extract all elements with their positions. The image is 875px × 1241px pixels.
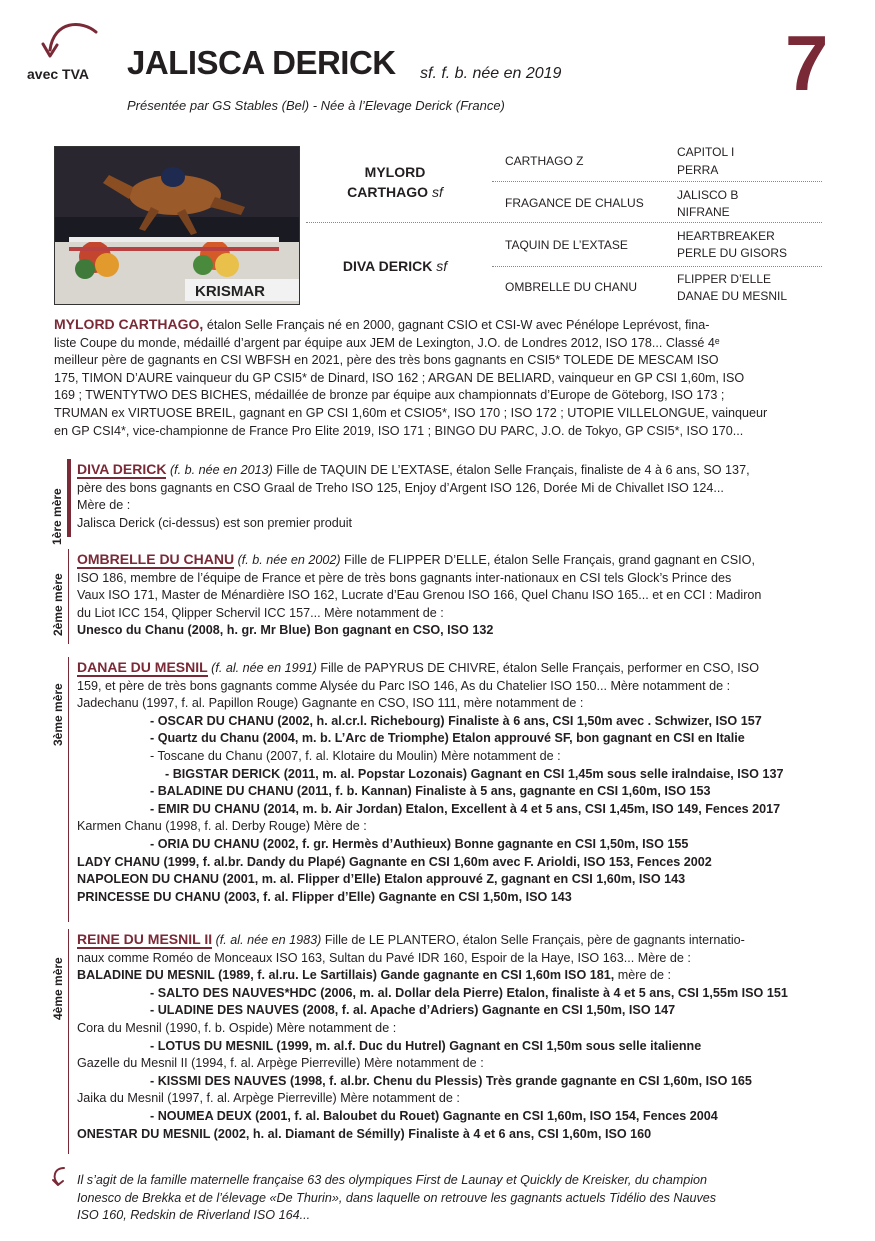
ggparent: PERLE DU GISORS [677,246,788,260]
text-line: TRUMAN ex VIRTUOSE BREIL, gagnant en GP CSI 1,60m et CSIO5*, ISO 170 ; ISO 172 ; UTOPIE VILLELONGUE, vainqueur [54,405,768,420]
text-line: Il s’agit de la famille maternelle française 63 des olympiques First de Launay et Quickly de Kreisker, du champion [77,1173,708,1187]
ggparent: HEARTBREAKER [677,229,775,243]
curved-arrow-icon [40,22,102,66]
horse-subtitle: sf. f. b. née en 2019 [420,65,562,82]
dam-info: (f. al. née en 1983) [215,933,322,947]
first-dam-section [77,461,827,532]
lot-number: 7 [785,19,829,107]
horse-name: JALISCA DERICK [127,44,396,81]
dam-name: DIVA DERICK [342,258,433,274]
pedigree-dam [325,256,465,276]
ggparent: JALISCO B [677,188,739,202]
offspring-item: NAPOLEON DU CHANU (2001, m. al. Flipper d’Elle) Etalon approuvé Z, gagnant en CSI 1,60m, ISO 143 [77,872,686,887]
ggparent: DANAE DU MESNIL [677,289,788,303]
offspring-item: Cora du Mesnil (1990, f. b. Ospide) Mère notamment de : [77,1020,397,1035]
text-line: Jalisca Derick (ci-dessus) est son premier produit [77,515,353,530]
ggparent: FLIPPER D’ELLE [677,272,772,286]
section-line [68,657,69,922]
sire-line2: CARTHAGO [347,184,429,200]
ggparent: CAPITOL I [677,145,735,159]
pedigree-sire [330,162,460,202]
third-dam-name: DANAE DU MESNIL [77,659,208,675]
text-line: Vaux ISO 171, Master de Ménardière ISO 162, Lucrate d’Eau Grenou ISO 166, Quel Chanu ISO 165... et en CCI : Madiron [77,588,762,603]
offspring-item: ONESTAR DU MESNIL (2002, h. al. Diamant de Sémilly) Finaliste à 4 et 6 ans, CSI 1,60m, ISO 160 [77,1126,652,1141]
grandsire-1: CARTHAGO Z [505,154,584,168]
offspring-item: - OSCAR DU CHANU (2002, h. al.cr.l. Richebourg) Finaliste à 6 ans, CSI 1,50m avec . Schwizer, ISO 157 [150,713,762,728]
offspring-item: - Quartz du Chanu (2004, m. b. L’Arc de Triomphe) Etalon approuvé SF, bon gagnant en CSI en Italie [150,731,745,746]
show-jumping-photo [55,147,299,304]
text-line: liste Coupe du monde, médaillé d’argent par équipe aux JEM de Lexington, J.O. de Londres 2012, ISO 178... Classé 4ᵉ [54,335,720,350]
section-line [68,549,69,644]
text-line: du Liot ICC 154, Qlipper Schervil ICC 157... Mère notamment de : [77,605,444,620]
offspring-item: PRINCESSE DU CHANU (2003, f. al. Flipper d’Elle) Gagnante en CSI 1,50m, ISO 143 [77,889,572,904]
dam-info: (f. b. née en 2002) [237,553,341,567]
text-line: naux comme Roméo de Monceaux ISO 163, Sultan du Pavé IDR 160, Espoir de la Haye, ISO 163... Mère de : [77,950,691,965]
text-line: père des bons gagnants en CSO Graal de Treho ISO 125, Enjoy d’Argent ISO 126, Dorée Mi de Chivallet ISO 124... [77,480,724,495]
notable-offspring: Unesco du Chanu (2008, h. gr. Mr Blue) Bon gagnant en CSO, ISO 132 [77,623,494,638]
text-line: étalon Selle Français né en 2000, gagnant CSIO et CSI-W avec Pénélope Leprévost, fina- [206,318,710,332]
generation-label: 1ère mère [50,488,64,545]
section-bar [67,459,71,537]
curved-arrow-icon [50,1166,70,1188]
offspring-item: - EMIR DU CHANU (2014, m. b. Air Jordan) Etalon, Excellent à 4 et 5 ans, CSI 1,45m, ISO 149, Fences 2017 [150,801,781,816]
offspring-item: - KISSMI DES NAUVES (1998, f. al.br. Chenu du Plessis) Très grande gagnante en CSI 1,60m, ISO 165 [150,1073,752,1088]
text-line: mère de : [614,968,671,983]
offspring-item: - Toscane du Chanu (2007, f. al. Klotaire du Moulin) Mère notamment de : [150,748,561,763]
first-dam-name: DIVA DERICK [77,461,167,477]
offspring-item: - NOUMEA DEUX (2001, f. al. Baloubet du Rouet) Gagnante en CSI 1,60m, ISO 154, Fences 2004 [150,1108,718,1123]
grandsire-2: TAQUIN DE L’EXTASE [505,238,628,252]
generation-label: 2ème mère [51,573,65,636]
text-line: Fille de LE PLANTERO, étalon Selle Français, père de gagnants internatio- [324,933,745,947]
offspring-item: BALADINE DU MESNIL (1989, f. al.ru. Le Sartillais) Gande gagnante en CSI 1,60m ISO 181, [77,968,615,983]
pedigree-divider [492,266,822,267]
text-line: 159, et père de très bons gagnants comme Alysée du Parc ISO 146, As du Chatelier ISO 150... Mère notamment de : [77,678,731,693]
offspring-item: LADY CHANU (1999, f. al.br. Dandy du Plapé) Gagnante en CSI 1,60m avec F. Arioldi, ISO 153, Fences 2002 [77,854,712,869]
text-line: Mère de : [77,498,131,513]
offspring-item: - LOTUS DU MESNIL (1999, m. al.f. Duc du Hutrel) Gagnant en CSI 1,50m sous selle italienne [150,1038,702,1053]
second-dam-name: OMBRELLE DU CHANU [77,551,235,567]
text-line: ISO 186, membre de l’équipe de France et père de très bons gagnants inter-nationaux en CSI tels Glock’s Prince des [77,570,732,585]
fourth-dam-section [77,931,827,1143]
section-line [68,929,69,1154]
text-line: Fille de FLIPPER D’ELLE, étalon Selle Français, grand gagnant en CSIO, [344,553,755,567]
sire-name-heading: MYLORD CARTHAGO, [54,316,204,332]
banner-text: KRISMAR [195,283,265,300]
ggparent: PERRA [677,163,719,177]
horse-photo [54,146,300,305]
text-line: en GP CSI4*, vice-championne de France Pro Elite 2019, ISO 171 ; BINGO DU PARC, J.O. de Tokyo, GP CSI5*, ISO 170... [54,423,744,438]
offspring-item: - BALADINE DU CHANU (2011, f. b. Kannan) Finaliste à 5 ans, gagnante en CSI 1,60m, ISO 153 [150,784,711,799]
offspring-item: - BIGSTAR DERICK (2011, m. al. Popstar Lozonais) Gagnant en CSI 1,45m sous selle iralndaise, ISO 137 [165,766,784,781]
offspring-item: - SALTO DES NAUVES*HDC (2006, m. al. Dollar dela Pierre) Etalon, finaliste à 4 et 5 ans, CSI 1,55m ISO 151 [150,985,788,1000]
second-dam-section [77,551,827,640]
sire-line1: MYLORD [364,164,426,180]
third-dam-section [77,659,827,906]
dam-info: (f. al. née en 1991) [211,661,317,675]
offspring-item: Karmen Chanu (1998, f. al. Derby Rouge) Mère de : [77,819,367,834]
offspring-item: Gazelle du Mesnil II (1994, f. al. Arpège Pierreville) Mère notamment de : [77,1056,484,1071]
vat-label: avec TVA [27,66,89,82]
text-line: Fille de PAPYRUS DE CHIVRE, étalon Selle Français, performer en CSO, ISO [320,661,759,675]
text-line: 175, TIMON D’AURE vainqueur du GP CSI5* de Dinard, ISO 162 ; ARGAN DE BELIARD, vainqueur en GP CSI 1,60m, ISO [54,370,745,385]
offspring-item: Jaika du Mesnil (1997, f. al. Arpège Pierreville) Mère notamment de : [77,1091,460,1106]
text-line: Jadechanu (1997, f. al. Papillon Rouge) Gagnante en CSO, ISO 111, mère notamment de : [77,696,584,711]
generation-label: 4ème mère [51,957,65,1020]
pedigree-divider [306,222,822,223]
granddam-2: OMBRELLE DU CHANU [505,280,638,294]
text-line: ISO 160, Redskin de Riverland ISO 164... [77,1208,311,1223]
presented-by: Présentée par GS Stables (Bel) - Née à l’Elevage Derick (France) [127,98,505,113]
generation-label: 3ème mère [51,683,65,746]
sire-description [54,316,824,440]
text-line: 169 ; TWENTYTWO DES BICHES, médaillée de bronze par équipe aux championnats d’Europe de Göteborg, ISO 173 ; [54,388,725,403]
fourth-dam-name: REINE DU MESNIL II [77,931,213,947]
dam-info: (f. b. née en 2013) [169,463,273,477]
text-line: meilleur père de gagnants en CSI WBFSH en 2021, père des très bons gagnants en CSI5* TOLEDE DE MESCAM ISO [54,353,719,368]
text-line: Ionesco de Brekka et de l’élevage «De Thurin», dans laquelle on retrouve les gagnants actuels Tidélio des Nauves [77,1190,717,1205]
ggparent: NIFRANE [677,205,730,219]
pedigree-divider [492,181,822,182]
family-note [77,1172,827,1225]
offspring-item: - ORIA DU CHANU (2002, f. gr. Hermès d’Authieux) Bonne gagnante en CSI 1,50m, ISO 155 [150,836,689,851]
sire-breed: sf [431,184,443,200]
granddam-1: FRAGANCE DE CHALUS [505,196,644,210]
dam-breed: sf [436,258,448,274]
offspring-item: - ULADINE DES NAUVES (2008, f. al. Apache d’Adriers) Gagnante en CSI 1,50m, ISO 147 [150,1003,676,1018]
text-line: Fille de TAQUIN DE L’EXTASE, étalon Selle Français, finaliste de 4 à 6 ans, SO 137, [276,463,750,477]
